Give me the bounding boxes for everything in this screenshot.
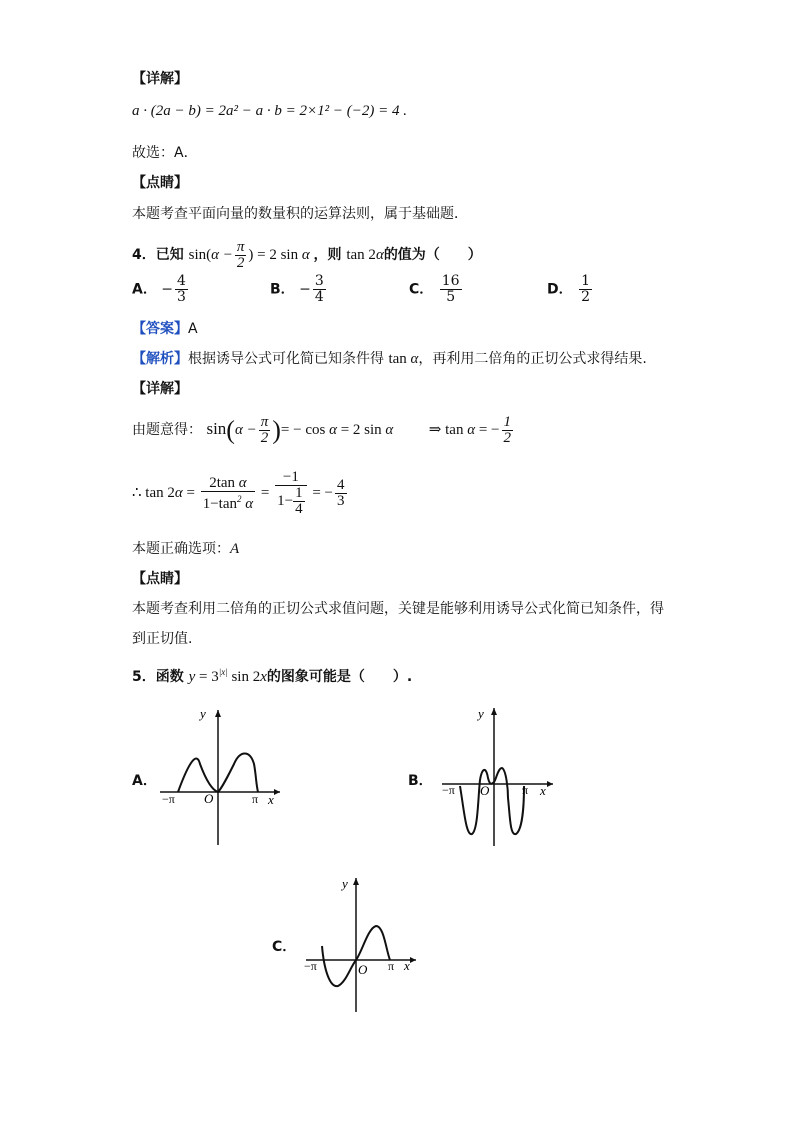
q4-number: 4． [132, 246, 156, 263]
graph-c[interactable] [298, 870, 423, 1015]
x-arrow-icon [410, 957, 416, 963]
answer-label: 【答案】 [132, 321, 188, 337]
q4-prefix: 已知 [155, 246, 184, 263]
analysis-text-a: 根据诱导公式可化简已知条件得 [188, 351, 384, 367]
q4-option-a[interactable] [132, 274, 190, 305]
q4-detail-heading: 【详解】 [132, 381, 188, 397]
q4-question [132, 240, 482, 271]
q5-suffix: 的图象可能是（ ）. [266, 669, 413, 685]
graph-b[interactable] [428, 698, 563, 848]
q4-analysis: 【解析】根据诱导公式可化简已知条件得 tan α，再利用二倍角的正切公式求得结果. [132, 351, 647, 367]
q5-formula: $y = 3^{|x|}$ sin 2x [188, 667, 267, 685]
q4-option-b[interactable] [270, 274, 328, 305]
q4-answer [132, 318, 198, 338]
option-a-den: 3 [177, 289, 186, 305]
q4-option-d[interactable] [547, 274, 594, 305]
option-d-label: D． [547, 281, 573, 298]
graph-b-label[interactable]: B． [408, 773, 433, 789]
detail-line1-math: sin(α − $\frac{\pi}{2}$ )= − cos α = 2 sin α ⇒ tan α = − $\frac{1}{2}$ [206, 414, 511, 446]
q3-choice: 故选：A． [132, 145, 198, 161]
q4-target: tan 2α [346, 246, 384, 263]
option-b-den: 4 [314, 289, 324, 305]
graph-c-label[interactable]: C． [272, 939, 297, 955]
q4-option-c[interactable] [409, 274, 464, 305]
graph-a-label[interactable]: A． [132, 773, 157, 789]
option-a-label: A． [132, 281, 157, 298]
q5-number: 5． [132, 669, 156, 685]
option-c-den: 5 [446, 289, 456, 305]
q3-equation-text: a · (2a − b) = 2a² − a · b = 2×1² − (−2) = 4 . [132, 103, 407, 119]
option-c-label: C． [409, 281, 434, 298]
q5-prefix: 函数 [155, 669, 184, 685]
option-a-num: 4 [177, 273, 186, 289]
neg-pi-label: −π [162, 792, 175, 806]
answer-value: A [188, 321, 198, 337]
q4-suffix: 的值为（ ） [383, 246, 482, 263]
x-arrow-icon [274, 789, 280, 795]
q3-detail-heading: 【详解】 [132, 71, 188, 87]
x-label: x [268, 792, 274, 807]
option-b-num: 3 [314, 273, 324, 289]
pi-label: π [522, 783, 529, 797]
q3-equation [132, 103, 407, 120]
pi-label: π [252, 792, 259, 806]
x-arrow-icon [547, 781, 553, 787]
analysis-text-b: ，再利用二倍角的正切公式求得结果. [418, 351, 647, 367]
neg-pi-label: −π [442, 783, 455, 797]
option-d-den: 2 [581, 289, 590, 305]
q3-comment-heading: 【点睛】 [132, 175, 188, 191]
y-label: y [342, 876, 348, 891]
option-c-num: 16 [441, 273, 460, 289]
correct-prefix: 本题正确选项： [132, 541, 230, 557]
q4-condition: sin(α − $\frac{\pi}{2}$ ) = 2 sin α [188, 239, 314, 271]
q4-correct [132, 538, 239, 558]
x-label: x [404, 958, 410, 973]
q4-comment-line2: 到正切值. [132, 631, 193, 647]
origin-label: O [480, 783, 490, 798]
correct-value: A [230, 541, 240, 557]
q5-question [132, 666, 412, 686]
q4-middle: ，则 [313, 246, 342, 263]
q4-comment-line1: 本题考查利用二倍角的正切公式求值问题，关键是能够利用诱导公式化简已知条件，得 [132, 601, 664, 617]
x-label: x [540, 783, 546, 798]
option-b-sign: − [299, 281, 311, 298]
origin-label: O [358, 962, 368, 977]
q4-comment-heading: 【点睛】 [132, 571, 188, 587]
analysis-label: 【解析】 [132, 351, 188, 367]
y-label: y [200, 706, 206, 721]
q4-detail-line1 [132, 415, 515, 446]
y-arrow-icon [353, 878, 359, 885]
y-arrow-icon [491, 708, 497, 715]
origin-label: O [204, 791, 214, 806]
option-d-num: 1 [581, 273, 590, 289]
detail-line1-prefix: 由题意得： [132, 421, 202, 438]
neg-pi-label: −π [304, 959, 317, 973]
option-b-label: B． [270, 281, 295, 298]
y-label: y [478, 706, 484, 721]
option-a-sign: − [161, 281, 174, 298]
q4-detail-line2: ∴ tan 2α = $\frac{\text{2tan α}}{1-\tan^2 \alpha}$ = −1 1− $\frac{1}{4}$ = − $\frac{4}{3}$ [132, 469, 345, 517]
graph-a[interactable] [150, 700, 290, 850]
pi-label: π [388, 959, 395, 973]
curve [460, 768, 524, 834]
y-arrow-icon [215, 710, 221, 717]
q3-comment: 本题考查平面向量的数量积的运算法则，属于基础题． [132, 206, 468, 222]
